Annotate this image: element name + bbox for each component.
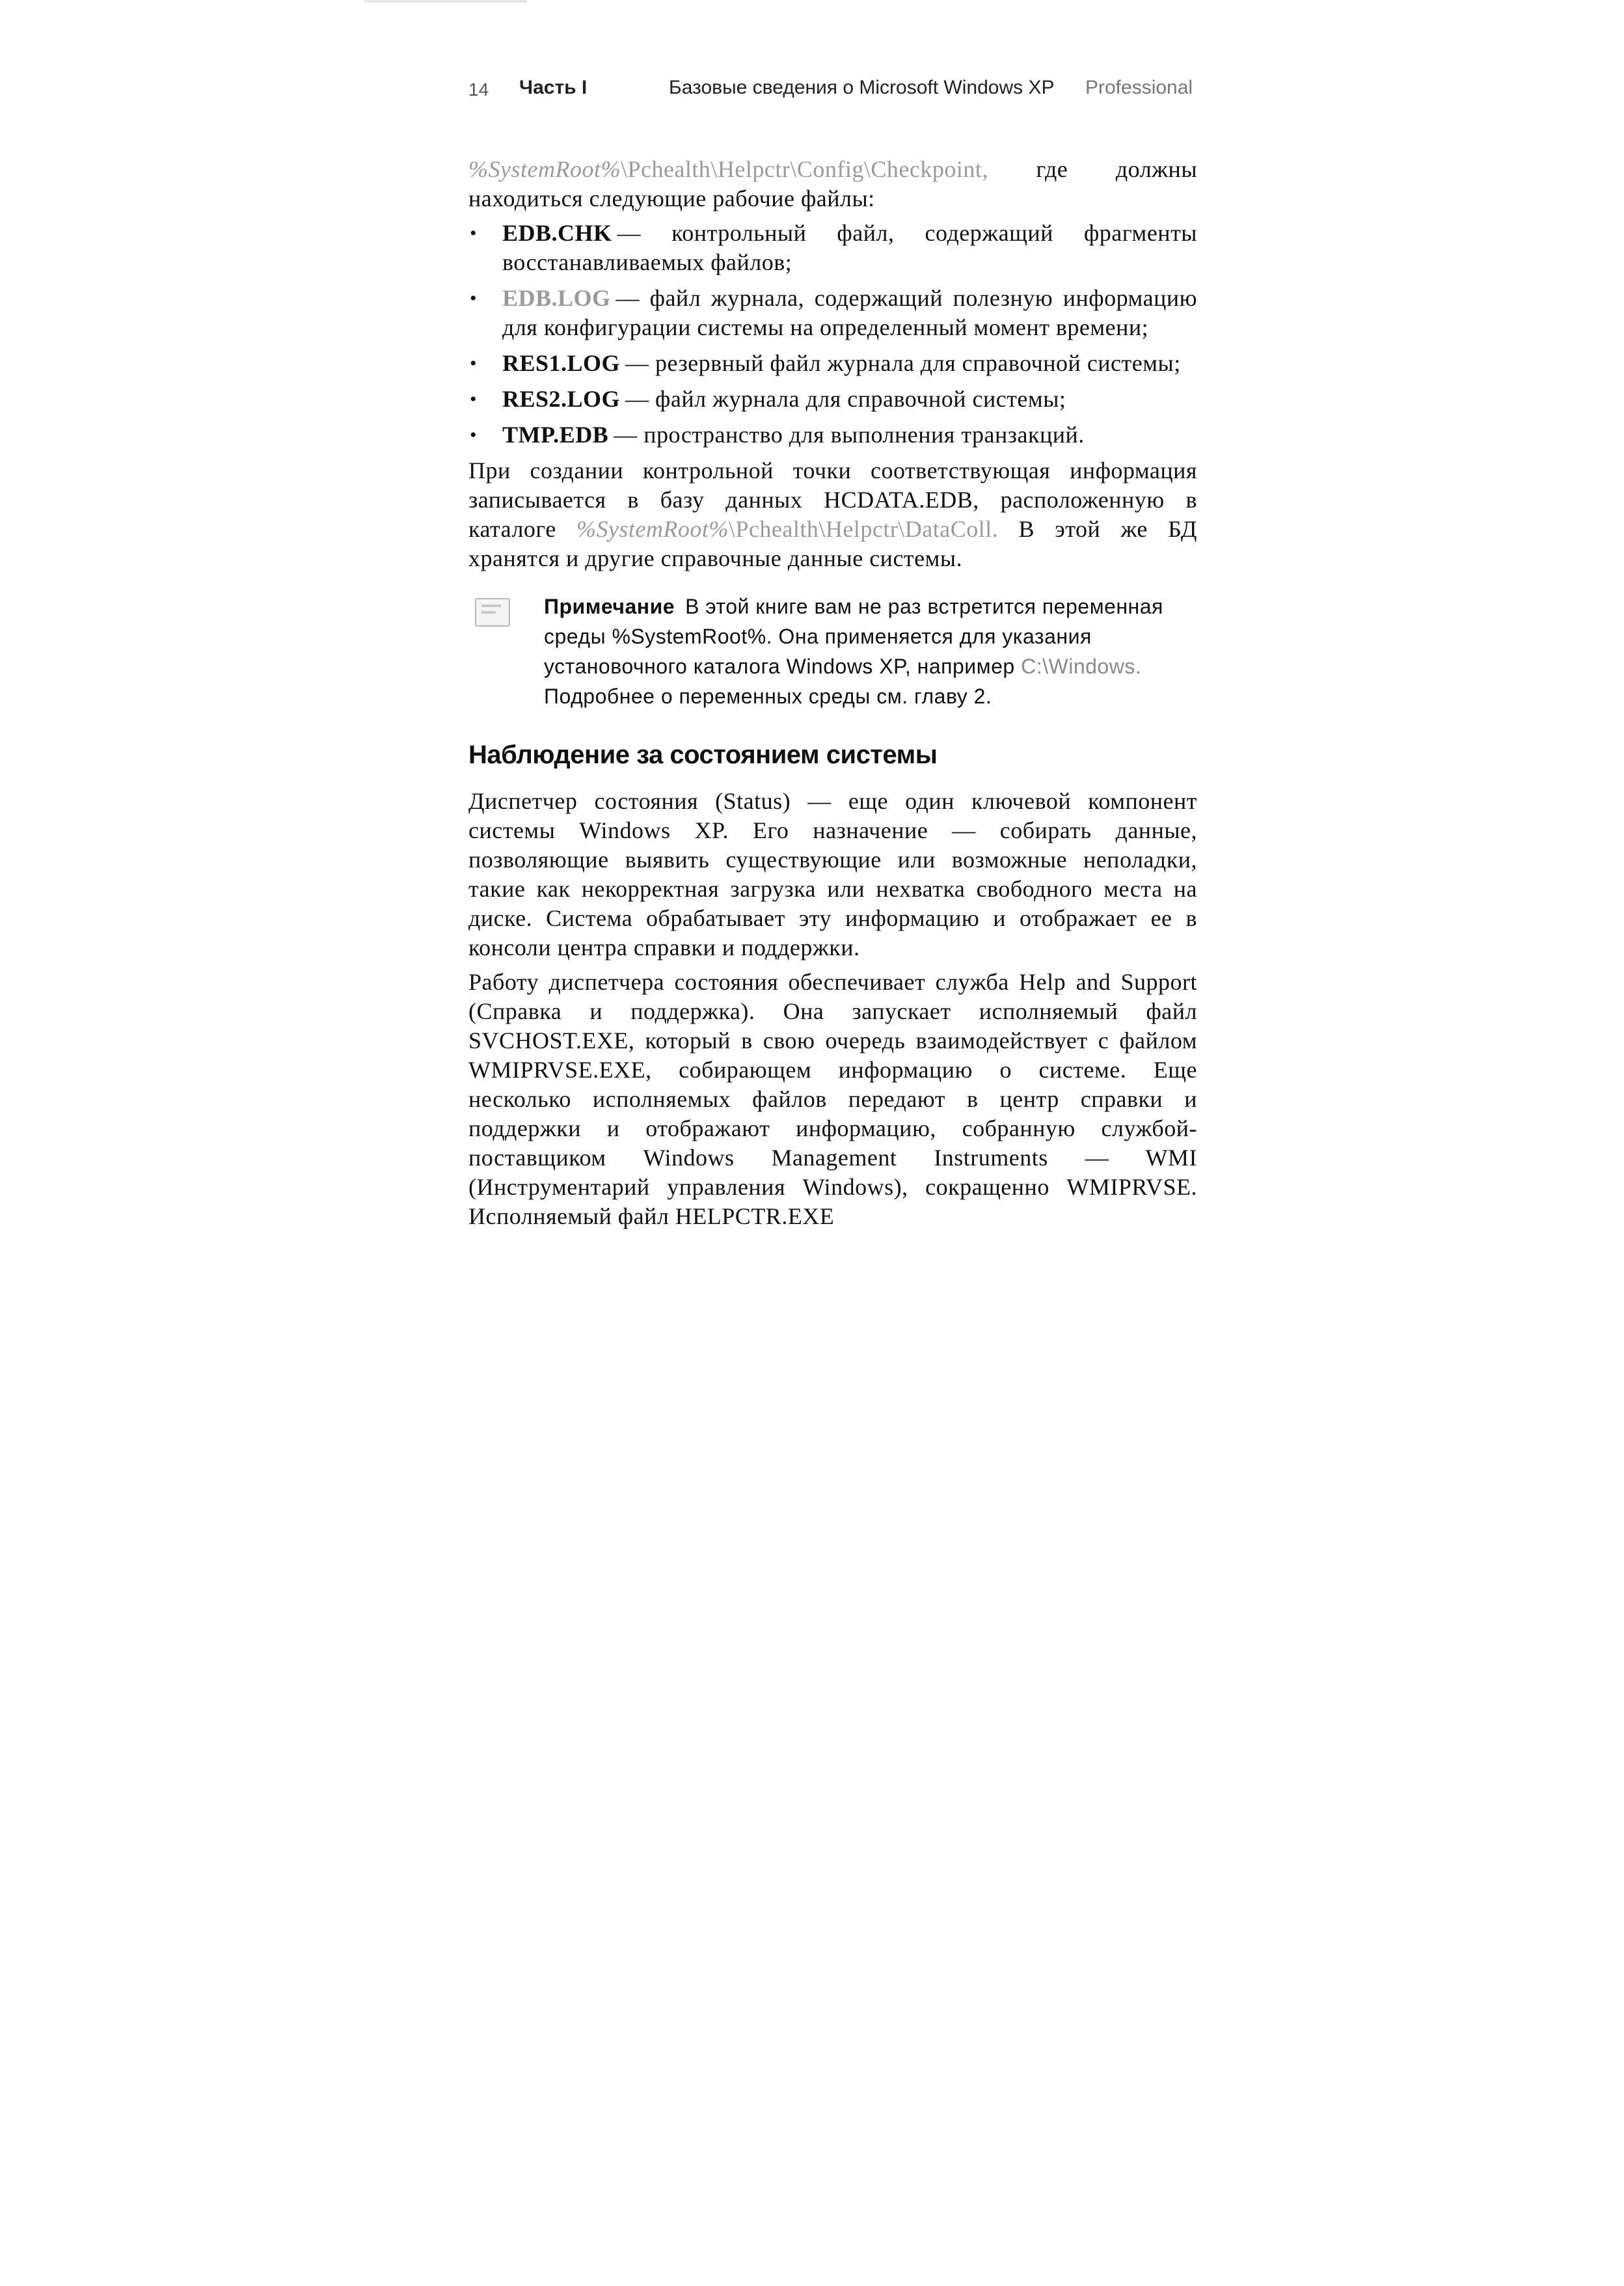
file-name: RES2.LOG <box>502 386 621 412</box>
file-name: EDB.LOG <box>502 285 611 311</box>
service-paragraph: Работу диспетчера состояния обеспечивает служба Help and Support (Справка и поддержка). Она запускает исполняемый файл SVCHOST.EXE, который в свою очередь взаимодействует с файлом WMIPRVSE.EXE, собирающем информацию о системе. Еще несколько исполняемых файлов передают в центр справки и поддержки и отображают информацию, собранную службой-поставщиком Windows Management Instruments — WMI (Инструментарий управления Windows), сокращенно WMIPRVSE. Исполняемый файл HELPCTR.EXE <box>468 969 1197 1229</box>
file-desc: — резервный файл журнала для справочной системы; <box>625 350 1181 376</box>
note-label: Примечание <box>544 595 675 618</box>
note-icon <box>475 598 510 627</box>
file-name: RES1.LOG <box>502 350 621 376</box>
note-text-2: Подробнее о переменных среды см. главу 2. <box>544 685 992 708</box>
list-item <box>468 385 1197 414</box>
bullet-icon: • <box>470 288 478 309</box>
page-body <box>468 155 1197 1236</box>
checkpoint-path-var: %SystemRoot% <box>576 516 729 542</box>
bullet-icon: • <box>470 353 478 374</box>
intro-text: где должны находиться следующие рабочие файлы: <box>468 156 1198 211</box>
running-header <box>468 77 1197 105</box>
intro-paragraph <box>468 155 1197 213</box>
checkpoint-path <box>576 516 998 542</box>
file-name: TMP.EDB <box>502 422 609 448</box>
checkpoint-text-2: В этой же БД хранятся и другие справочные данные системы. <box>468 516 1197 571</box>
book-edition: Professional <box>1085 77 1193 98</box>
bullet-icon: • <box>470 223 478 244</box>
bullet-icon: • <box>470 424 478 446</box>
file-list <box>468 219 1197 450</box>
note-text-1: В этой книге вам не раз встретится переменная среды %SystemRoot%. Она применяется для указания установочного каталога Windows XP, например <box>544 595 1163 678</box>
part-label: Часть I <box>519 77 588 98</box>
status-paragraph: Диспетчер состояния (Status) — еще один ключевой компонент системы Windows XP. Его назначение — собирать данные, позволяющие выявить существующие или возможные неполадки, такие как некорректная загрузка или нехватка свободного места на диске. Система обрабатывает эту информацию и отображает ее в консоли центра справки и поддержки. <box>468 788 1197 960</box>
list-item <box>468 349 1197 378</box>
page-number: 14 <box>468 79 489 100</box>
bullet-icon: • <box>470 388 478 410</box>
file-name: EDB.CHK <box>502 220 612 246</box>
list-item <box>468 284 1197 342</box>
list-item <box>468 420 1197 450</box>
checkpoint-paragraph <box>468 456 1197 573</box>
top-rule <box>364 0 527 3</box>
file-desc: — файл журнала для справочной системы; <box>625 386 1066 412</box>
checkpoint-path-rest: \Pchealth\Helpctr\DataColl. <box>728 516 999 542</box>
intro-path-rest: \Pchealth\Helpctr\Config\Checkpoint, <box>620 156 988 182</box>
file-desc: — файл журнала, содержащий полезную информацию для конфигурации системы на определенный момент времени; <box>502 285 1197 340</box>
file-desc: — контрольный файл, содержащий фрагменты восстанавливаемых файлов; <box>502 220 1197 275</box>
intro-path-var: %SystemRoot% <box>468 156 621 182</box>
note-example-path: C:\Windows. <box>1021 655 1142 678</box>
intro-path <box>468 156 988 182</box>
section-heading: Наблюдение за состоянием системы <box>468 741 938 769</box>
file-desc: — пространство для выполнения транзакций. <box>614 422 1085 448</box>
note-block <box>468 592 1197 711</box>
book-title: Базовые сведения о Microsoft Windows XP <box>669 77 1055 98</box>
checkpoint-text-1: При создании контрольной точки соответствующая информация записывается в базу данных HCDATA.EDB, расположенную в каталоге <box>468 457 1197 542</box>
list-item <box>468 219 1197 277</box>
